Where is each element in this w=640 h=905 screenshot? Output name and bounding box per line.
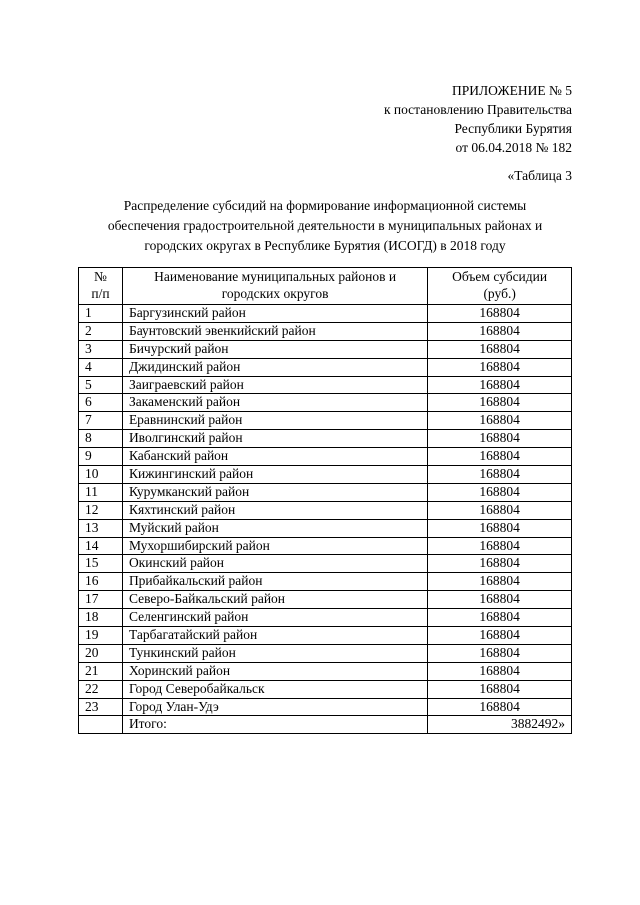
- row-name: Баргузинский район: [122, 305, 427, 323]
- row-number: 8: [79, 430, 123, 448]
- table-row: [79, 609, 572, 627]
- row-name: Бичурский район: [122, 340, 427, 358]
- row-value: 168804: [428, 519, 572, 537]
- total-label: Итого:: [122, 716, 427, 734]
- row-value: 168804: [428, 609, 572, 627]
- table-row: [79, 358, 572, 376]
- row-number: 11: [79, 483, 123, 501]
- column-header-value: Объем субсидии (руб.): [428, 268, 572, 305]
- row-name: Окинский район: [122, 555, 427, 573]
- row-value: 168804: [428, 644, 572, 662]
- row-value: 168804: [428, 412, 572, 430]
- row-value: 168804: [428, 448, 572, 466]
- table-row: [79, 305, 572, 323]
- row-name: Тарбагатайский район: [122, 627, 427, 645]
- row-name: Мухоршибирский район: [122, 537, 427, 555]
- subsidy-table: [78, 267, 572, 734]
- row-name: Заиграевский район: [122, 376, 427, 394]
- table-row: [79, 644, 572, 662]
- row-value: 168804: [428, 680, 572, 698]
- row-name: Хоринский район: [122, 662, 427, 680]
- table-row: [79, 591, 572, 609]
- table-row: [79, 573, 572, 591]
- row-name: Кабанский район: [122, 448, 427, 466]
- table-row: [79, 430, 572, 448]
- table-row: [79, 537, 572, 555]
- row-name: Кяхтинский район: [122, 501, 427, 519]
- appendix-number: ПРИЛОЖЕНИЕ № 5: [451, 83, 572, 98]
- row-number: 1: [79, 305, 123, 323]
- row-name: Курумканский район: [122, 483, 427, 501]
- row-value: 168804: [428, 305, 572, 323]
- row-name: Закаменский район: [122, 394, 427, 412]
- row-name: Муйский район: [122, 519, 427, 537]
- row-name: Иволгинский район: [122, 430, 427, 448]
- total-value: 3882492»: [428, 716, 572, 734]
- row-name: Кижингинский район: [122, 466, 427, 484]
- row-name: Баунтовский эвенкийский район: [122, 322, 427, 340]
- row-value: 168804: [428, 537, 572, 555]
- table-row: [79, 376, 572, 394]
- row-value: 168804: [428, 483, 572, 501]
- total-empty-cell: [79, 716, 123, 734]
- row-value: 168804: [428, 430, 572, 448]
- row-value: 168804: [428, 627, 572, 645]
- row-number: 12: [79, 501, 123, 519]
- row-value: 168804: [428, 358, 572, 376]
- table-header-row: [79, 268, 572, 305]
- row-number: 16: [79, 573, 123, 591]
- table-row: [79, 412, 572, 430]
- row-name: Селенгинский район: [122, 609, 427, 627]
- row-number: 21: [79, 662, 123, 680]
- row-value: 168804: [428, 501, 572, 519]
- row-value: 168804: [428, 591, 572, 609]
- row-value: 168804: [428, 555, 572, 573]
- title-line-2: обеспечения градостроительной деятельности в муниципальных районах и: [107, 218, 543, 233]
- resolution-date: от 06.04.2018 № 182: [455, 140, 572, 155]
- row-name: Джидинский район: [122, 358, 427, 376]
- row-number: 20: [79, 644, 123, 662]
- table-row: [79, 519, 572, 537]
- row-value: 168804: [428, 376, 572, 394]
- row-number: 23: [79, 698, 123, 716]
- resolution-ref: к постановлению Правительства: [383, 102, 572, 117]
- column-header-number: № п/п: [79, 268, 123, 305]
- row-number: 3: [79, 340, 123, 358]
- row-number: 17: [79, 591, 123, 609]
- row-number: 2: [79, 322, 123, 340]
- table-row: [79, 627, 572, 645]
- row-number: 4: [79, 358, 123, 376]
- appendix-header: [384, 81, 572, 157]
- row-name: Город Улан-Удэ: [122, 698, 427, 716]
- title-line-1: Распределение субсидий на формирование информационной системы: [123, 198, 527, 213]
- table-row: [79, 698, 572, 716]
- row-number: 15: [79, 555, 123, 573]
- row-value: 168804: [428, 466, 572, 484]
- table-row: [79, 394, 572, 412]
- table-row: [79, 680, 572, 698]
- row-value: 168804: [428, 698, 572, 716]
- table-row: [79, 448, 572, 466]
- row-number: 7: [79, 412, 123, 430]
- row-number: 5: [79, 376, 123, 394]
- table-row: [79, 501, 572, 519]
- row-number: 10: [79, 466, 123, 484]
- government-name: Республики Бурятия: [454, 121, 572, 136]
- table-row: [79, 555, 572, 573]
- table-row: [79, 322, 572, 340]
- table-row: [79, 483, 572, 501]
- table-row: [79, 662, 572, 680]
- row-name: Северо-Байкальский район: [122, 591, 427, 609]
- row-name: Еравнинский район: [122, 412, 427, 430]
- row-number: 6: [79, 394, 123, 412]
- table-row: [79, 466, 572, 484]
- row-number: 9: [79, 448, 123, 466]
- row-number: 14: [79, 537, 123, 555]
- row-number: 22: [79, 680, 123, 698]
- document-title: [78, 196, 572, 256]
- row-value: 168804: [428, 573, 572, 591]
- row-value: 168804: [428, 394, 572, 412]
- row-number: 18: [79, 609, 123, 627]
- row-name: Город Северобайкальск: [122, 680, 427, 698]
- row-name: Прибайкальский район: [122, 573, 427, 591]
- row-value: 168804: [428, 340, 572, 358]
- row-value: 168804: [428, 322, 572, 340]
- table-row: [79, 340, 572, 358]
- row-number: 19: [79, 627, 123, 645]
- table-label: «Таблица 3: [507, 168, 572, 183]
- column-header-name: Наименование муниципальных районов и городских округов: [122, 268, 427, 305]
- row-number: 13: [79, 519, 123, 537]
- total-row: [79, 716, 572, 734]
- title-line-3: городских округах в Республике Бурятия (ИСОГД) в 2018 году: [144, 238, 506, 253]
- row-name: Тункинский район: [122, 644, 427, 662]
- row-value: 168804: [428, 662, 572, 680]
